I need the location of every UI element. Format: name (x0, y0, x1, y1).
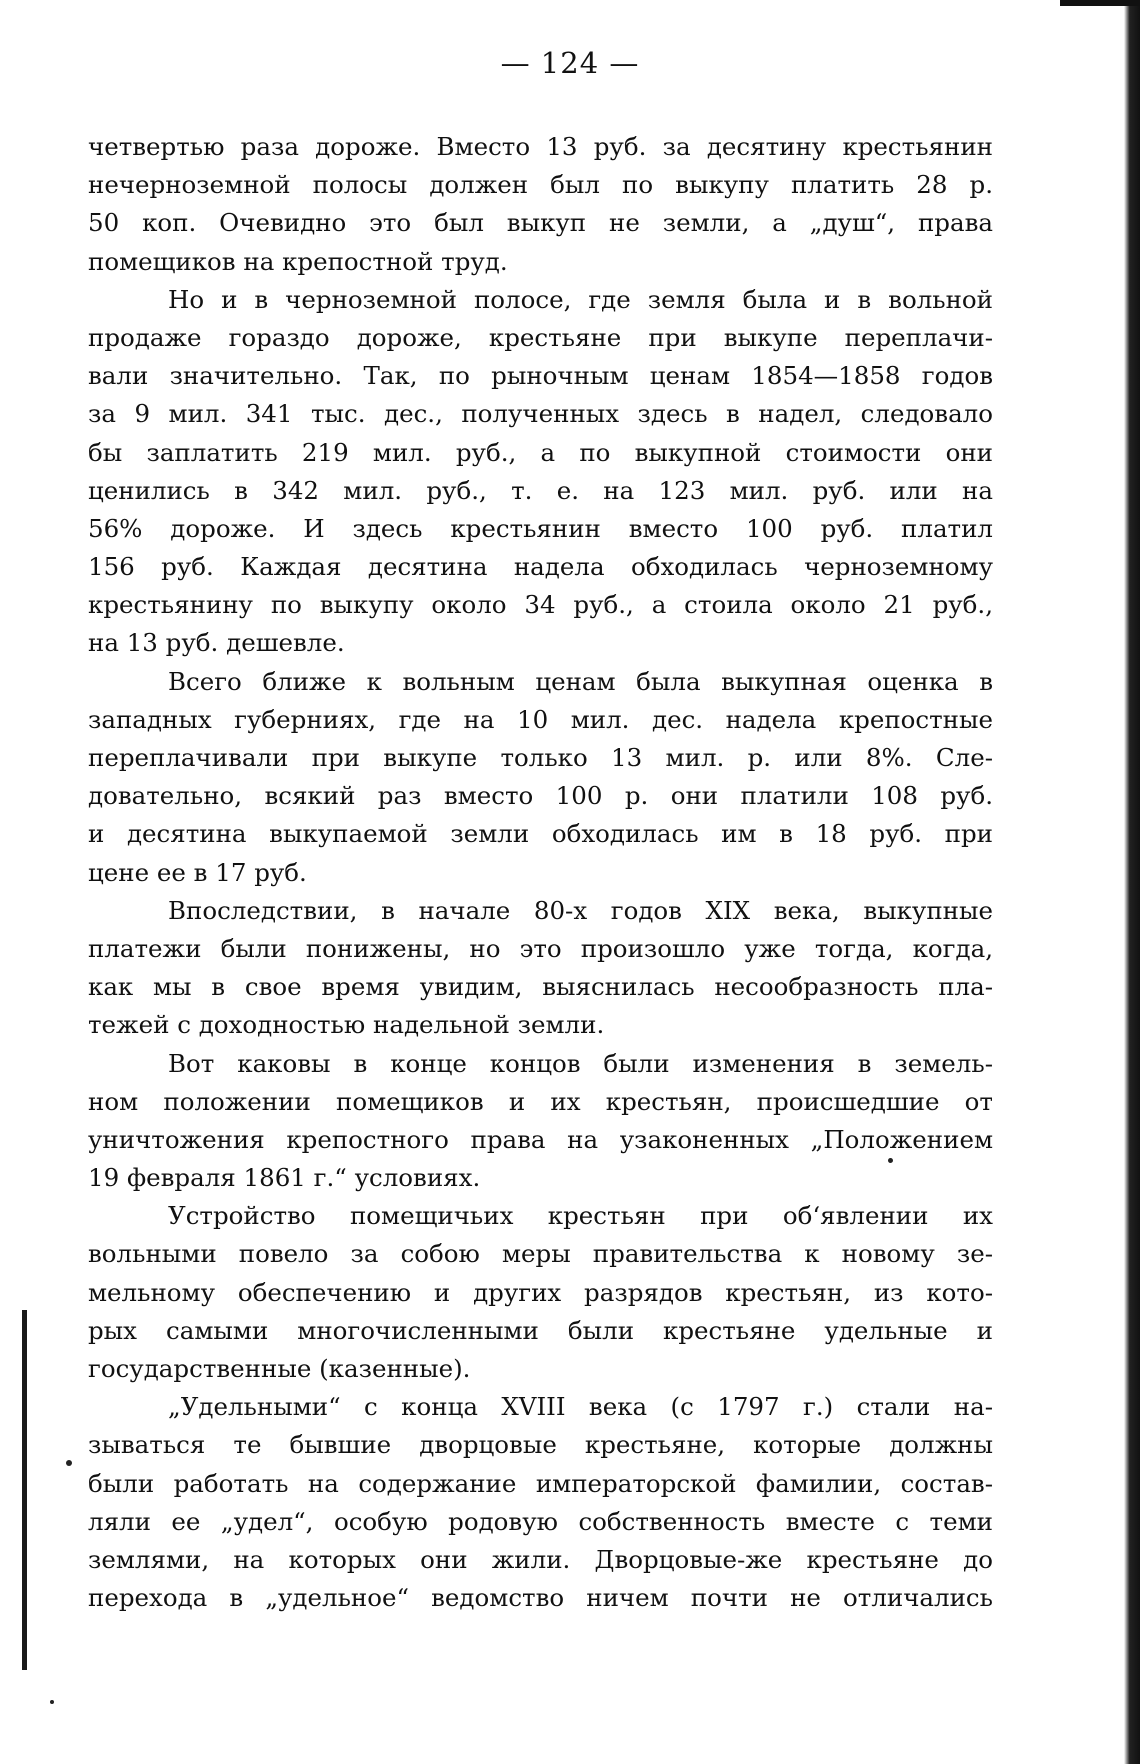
text-line: 19 февраля 1861 г.“ условиях. (88, 1163, 481, 1193)
text-line: бы заплатить 219 мил. руб., а по выкупной стоимости они (88, 437, 993, 467)
text-line: Устройство помещичьих крестьян при об‘явлении их (168, 1201, 993, 1231)
page-number: — 124 — (500, 46, 640, 80)
text-line: нечерноземной полосы должен был по выкупу платить 28 р. (88, 170, 993, 200)
scan-margin-mark (22, 1310, 27, 1670)
text-line: довательно, всякий раз вместо 100 р. они платили 108 руб. (88, 781, 993, 811)
text-line: цене ее в 17 руб. (88, 857, 307, 887)
scan-edge-top (1060, 0, 1140, 6)
text-line: землями, на которых они жили. Дворцовые-же крестьяне до (88, 1544, 993, 1574)
text-line: Вот каковы в конце концов были изменения в земель- (168, 1048, 993, 1078)
text-line: и десятина выкупаемой земли обходилась им в 18 руб. при (88, 819, 993, 849)
text-line: ценились в 342 мил. руб., т. е. на 123 мил. руб. или на (88, 475, 993, 505)
text-line: за 9 мил. 341 тыс. дес., полученных здесь в надел, следовало (88, 399, 993, 429)
text-line: вольными повело за собою меры правительства к новому зе- (88, 1239, 993, 1269)
text-line: „Удельными“ с конца XVIII века (с 1797 г.) стали на- (168, 1392, 993, 1422)
text-line: продаже гораздо дороже, крестьяне при выкупе переплачи- (88, 322, 993, 352)
text-line: зываться те бывшие дворцовые крестьяне, которые должны (88, 1430, 993, 1460)
text-line: вали значительно. Так, по рыночным ценам 1854—1858 годов (88, 361, 993, 391)
text-line: тежей с доходностью надельной земли. (88, 1010, 605, 1040)
text-line: четвертью раза дороже. Вместо 13 руб. за десятину крестьянин (88, 132, 993, 161)
text-line: Всего ближе к вольным ценам была выкупная оценка в (168, 666, 993, 696)
page-text (88, 128, 993, 1617)
text-line: 50 коп. Очевидно это был выкуп не земли, а „душ“, права (88, 208, 993, 238)
text-line: государственные (казенные). (88, 1354, 471, 1383)
text-line: ляли ее „удел“, особую родовую собственность вместе с теми (88, 1506, 993, 1536)
text-line: уничтожения крепостного права на узаконенных „Положением (88, 1124, 993, 1154)
text-line: на 13 руб. дешевле. (88, 628, 345, 658)
text-line: 56% дороже. И здесь крестьянин вместо 100 руб. платил (88, 513, 993, 543)
text-line: Но и в черноземной полосе, где земля была и в вольной (168, 284, 993, 314)
text-line: как мы в свое время увидим, выяснилась несообразность пла- (88, 972, 993, 1002)
text-line: рых самыми многочисленными были крестьяне удельные и (88, 1315, 993, 1345)
text-line: 156 руб. Каждая десятина надела обходилась черноземному (88, 552, 993, 582)
text-line: западных губерниях, где на 10 мил. дес. надела крепостные (88, 704, 993, 734)
text-line: ном положении помещиков и их крестьян, происшедшие от (88, 1086, 993, 1116)
text-line: крестьянину по выкупу около 34 руб., а стоила около 21 руб., (88, 590, 993, 620)
scan-speck (66, 1460, 72, 1466)
scan-speck (50, 1700, 54, 1704)
text-line: платежи были понижены, но это произошло уже тогда, когда, (88, 933, 993, 963)
text-line: переплачивали при выкупе только 13 мил. р. или 8%. Сле- (88, 743, 993, 772)
scan-edge-right (1124, 0, 1140, 1764)
text-line: Впоследствии, в начале 80-х годов XIX века, выкупные (168, 895, 993, 925)
text-line: были работать на содержание императорской фамилии, состав- (88, 1468, 993, 1498)
text-line: мельному обеспечению и других разрядов крестьян, из кото- (88, 1277, 993, 1307)
text-line: помещиков на крепостной труд. (88, 246, 508, 276)
text-line: перехода в „удельное“ ведомство ничем почти не отличались (88, 1583, 993, 1613)
